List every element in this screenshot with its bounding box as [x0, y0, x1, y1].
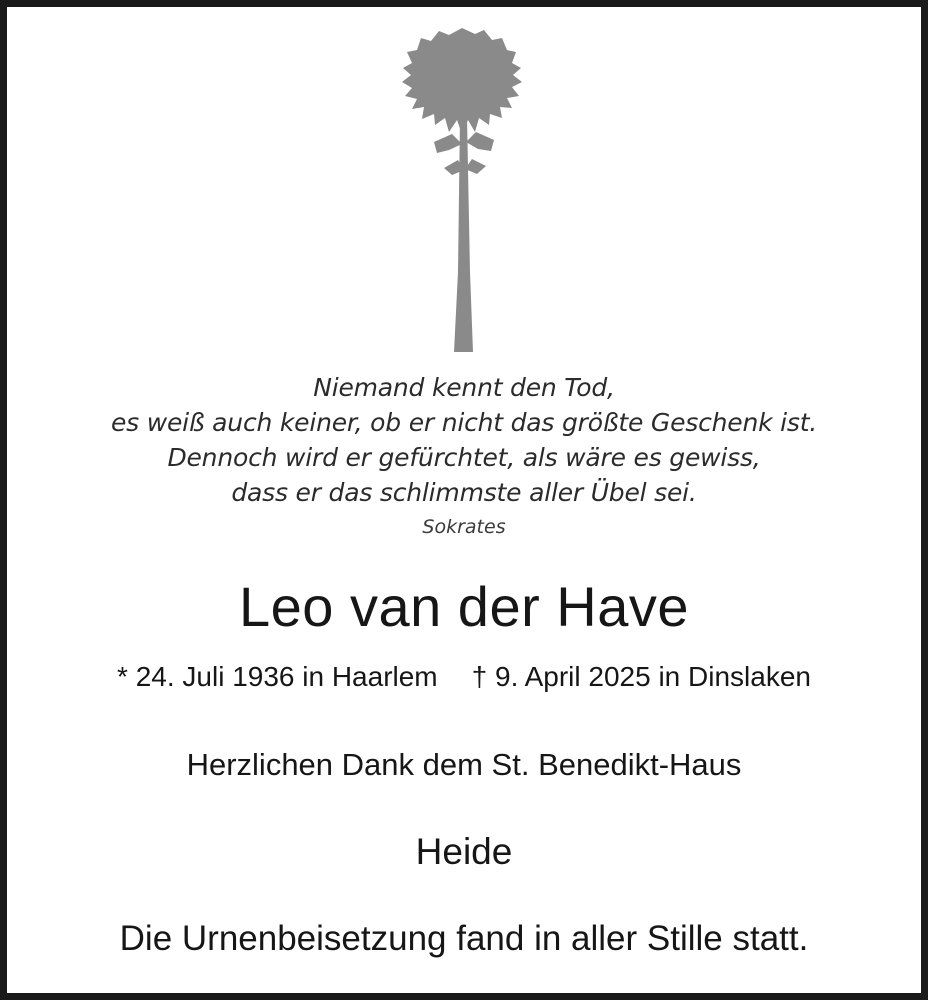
- signature-name: Heide: [415, 831, 513, 872]
- pine-tree-icon: [374, 22, 554, 352]
- quote-line: Niemand kennt den Tod,: [313, 373, 615, 402]
- pine-tree-emblem: [7, 7, 921, 352]
- quote-author: Sokrates: [422, 516, 506, 538]
- thanks-message: Herzlichen Dank dem St. Benedikt-Haus: [186, 747, 742, 782]
- quote-line: dass er das schlimmste aller Übel sei.: [231, 478, 697, 507]
- birth-date: * 24. Juli 1936 in Haarlem: [117, 661, 438, 692]
- quote-line: es weiß auch keiner, ob er nicht das größte Geschenk ist.: [110, 408, 818, 437]
- life-dates: [7, 661, 921, 693]
- burial-note: Die Urnenbeisetzung fand in aller Stille statt.: [119, 919, 809, 958]
- death-date: † 9. April 2025 in Dinslaken: [471, 661, 811, 692]
- quote-block: [7, 370, 921, 510]
- deceased-name: Leo van der Have: [238, 575, 690, 638]
- quote-line: Dennoch wird er gefürchtet, als wäre es gewiss,: [167, 443, 761, 472]
